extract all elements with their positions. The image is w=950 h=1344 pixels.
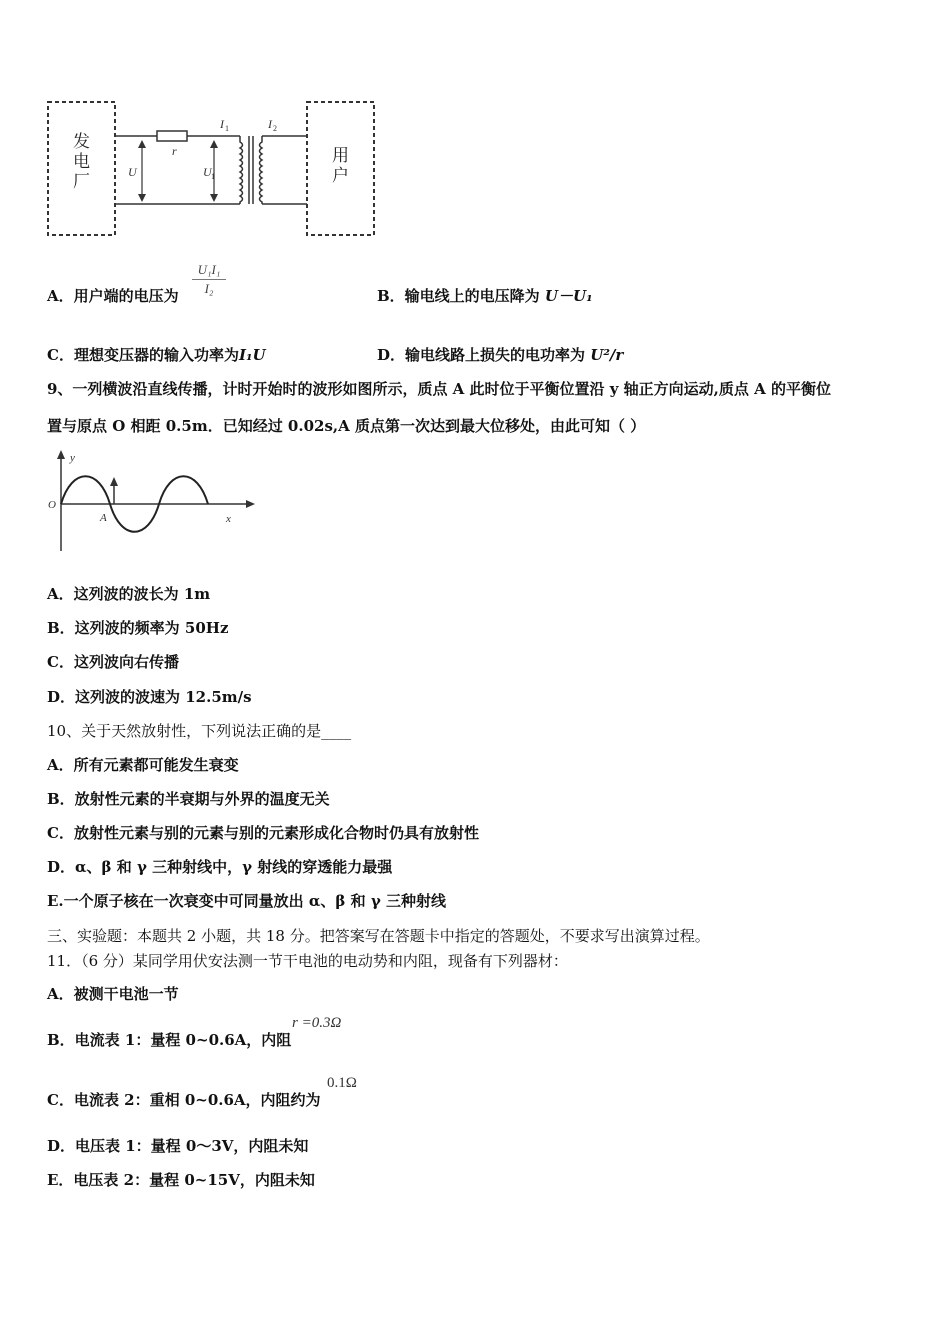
svg-text:电: 电	[73, 152, 90, 171]
user-voltage-fraction: U₁I₁ I₂	[192, 262, 226, 297]
wave-label-o: O	[48, 499, 56, 511]
svg-text:1: 1	[211, 172, 215, 181]
user-label: 用	[332, 146, 349, 165]
svg-text:1: 1	[225, 124, 229, 133]
wave-label-y: y	[70, 452, 75, 464]
point-a-velocity-arrow	[110, 477, 118, 486]
q9-stem-line1: 9、一列横波沿直线传播，计时开始时的波形如图所示，质点 A 此时位于平衡位置沿 y 轴正方向运动,质点 A 的平衡位	[47, 380, 831, 398]
label-I1: I	[220, 117, 224, 131]
secondary-coil	[260, 136, 263, 204]
section3-title: 三、实验题：本题共 2 小题，共 18 分。把答案写在答题卡中指定的答题处，不要求写出演算过程。	[47, 927, 710, 945]
q10-option-d: D．α、β 和 γ 三种射线中，γ 射线的穿透能力最强	[47, 858, 393, 876]
label-U1: U	[203, 165, 212, 179]
q9-option-b: B．这列波的频率为 50Hz	[47, 619, 229, 637]
q11-option-e: E．电压表 2：量程 0~15V，内阻未知	[47, 1171, 315, 1189]
resistor-r	[157, 131, 187, 141]
q11-option-a: A．被测干电池一节	[47, 985, 179, 1003]
q8-option-a: A．用户端的电压为	[47, 287, 179, 305]
q9-option-c: C．这列波向右传播	[47, 653, 179, 671]
svg-text:2: 2	[273, 124, 277, 133]
q8-option-c: C．理想变压器的输入功率为I₁U	[47, 346, 266, 364]
q8-option-d: D．输电线路上损失的电功率为 U²/r	[377, 346, 624, 364]
q10-option-a: A．所有元素都可能发生衰变	[47, 756, 239, 774]
q9-option-d: D．这列波的波速为 12.5m/s	[47, 688, 252, 706]
q11-option-b: B．电流表 1：量程 0~0.6A，内阻	[47, 1031, 292, 1049]
label-I2: I	[268, 117, 272, 131]
q11-stem: 11．（6 分）某同学用伏安法测一节干电池的电动势和内阻，现备有下列器材：	[47, 952, 568, 970]
label-r: r	[172, 144, 177, 158]
q9-option-a: A．这列波的波长为 1m	[47, 585, 211, 603]
wave-label-a: A	[100, 512, 107, 524]
power-plant-label: 发	[73, 132, 90, 151]
q11-option-c: C．电流表 2：重相 0~0.6A，内阻约为	[47, 1091, 321, 1109]
q10-option-b: B．放射性元素的半衰期与外界的温度无关	[47, 790, 330, 808]
q11-option-c-resistance: 0.1Ω	[327, 1075, 357, 1091]
q10-option-e: E.一个原子核在一次衰变中可同量放出 α、β 和 γ 三种射线	[47, 892, 446, 910]
svg-text:户: 户	[332, 166, 349, 185]
q11-option-d: D．电压表 1：量程 0～3V，内阻未知	[47, 1137, 309, 1155]
label-U: U	[128, 165, 137, 179]
wave-graph	[42, 447, 262, 555]
q8-option-b: B．输电线上的电压降为 U－U₁	[377, 287, 593, 305]
q10-option-c: C．放射性元素与别的元素与别的元素形成化合物时仍具有放射性	[47, 824, 479, 842]
q9-stem-line2: 置与原点 O 相距 0.5m．已知经过 0.02s,A 质点第一次达到最大位移处，由此可知（ ）	[47, 417, 646, 435]
svg-text:厂: 厂	[73, 172, 90, 191]
q11-option-b-resistance: r =0.3Ω	[292, 1015, 342, 1031]
transmission-circuit-diagram	[40, 95, 385, 245]
wave-label-x: x	[226, 513, 231, 525]
primary-coil	[240, 136, 243, 204]
q10-stem: 10、关于天然放射性，下列说法正确的是____	[47, 722, 352, 740]
